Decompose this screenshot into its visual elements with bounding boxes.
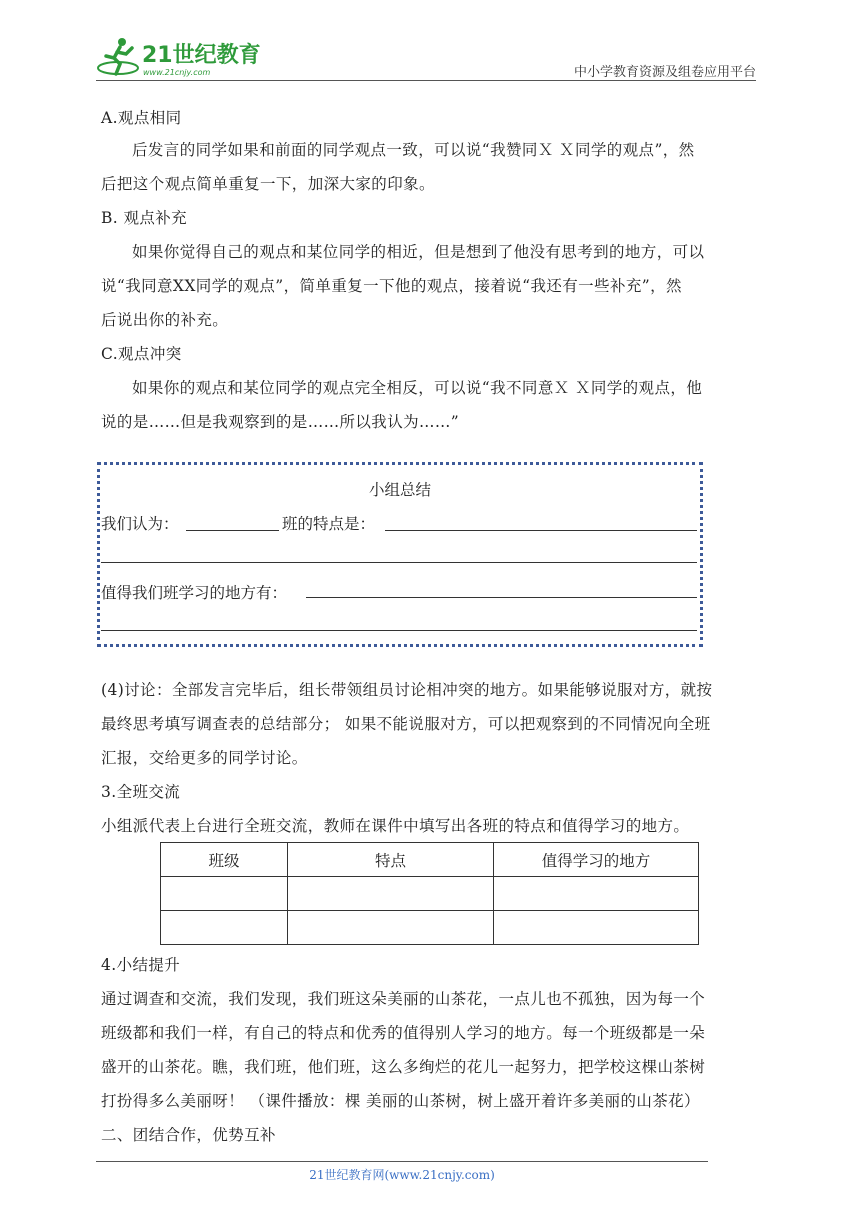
section-4-line1: 通过调查和交流，我们发现，我们班这朵美丽的山茶花，一点儿也不孤独，因为每一个 — [101, 990, 706, 1008]
section-two-title: 二、团结合作，优势互补 — [101, 1126, 276, 1144]
section-a-line2: 后把这个观点简单重复一下，加深大家的印象。 — [101, 175, 435, 193]
table-row — [161, 911, 699, 945]
table-cell — [288, 911, 494, 945]
table-header-learning: 值得学习的地方 — [494, 843, 699, 877]
class-feature-blank — [385, 530, 697, 531]
summary-blank-line-2 — [101, 562, 697, 563]
summary-line1-label: 我们认为： — [101, 515, 179, 533]
summary-blank-line-4 — [101, 630, 697, 631]
summary-line2-label: 值得我们班学习的地方有： — [101, 584, 288, 602]
table-cell — [161, 911, 288, 945]
discussion-line2: 最终思考填写调查表的总结部分； 如果不能说服对方，可以把观察到的不同情况向全班 — [101, 715, 711, 733]
section-4-title: 4.小结提升 — [101, 956, 181, 974]
table-row — [161, 877, 699, 911]
runner-logo-icon — [96, 34, 266, 80]
section-b-line2: 说“我同意XX同学的观点”，简单重复一下他的观点，接着说“我还有一些补充”，然 — [101, 277, 682, 295]
section-4-line4: 打扮得多么美丽呀！ （课件播放：棵 美丽的山茶树，树上盛开着许多美丽的山茶花） — [101, 1092, 700, 1110]
table-header-row — [161, 843, 699, 877]
site-logo — [96, 34, 266, 80]
section-3-title: 3.全班交流 — [101, 783, 181, 801]
class-comparison-table — [160, 842, 699, 945]
table-cell — [494, 877, 699, 911]
logo-url: www.21cnjy.com — [143, 68, 211, 77]
discussion-line3: 汇报，交给更多的同学讨论。 — [101, 749, 308, 767]
section-a-line1: 后发言的同学如果和前面的同学观点一致，可以说“我赞同Ｘ Ｘ同学的观点”，然 — [132, 141, 695, 159]
discussion-line1: (4)讨论：全部发言完毕后，组长带领组员讨论相冲突的地方。如果能够说服对方，就按 — [101, 681, 713, 699]
table-cell — [288, 877, 494, 911]
summary-title: 小组总结 — [368, 481, 431, 499]
table-cell — [161, 877, 288, 911]
section-4-line3: 盛开的山茶花。瞧，我们班，他们班，这么多绚烂的花儿一起努力，把学校这棵山茶树 — [101, 1058, 706, 1076]
section-a-title: A.观点相同 — [101, 109, 182, 127]
header-divider — [96, 80, 756, 81]
footer-divider — [96, 1161, 708, 1162]
section-4-line2: 班级都和我们一样，有自己的特点和优秀的值得别人学习的地方。每一个班级都是一朵 — [101, 1024, 706, 1042]
footer-link[interactable]: 21世纪教育网(www.21cnjy.com) — [309, 1168, 495, 1182]
learning-points-blank — [306, 597, 697, 598]
section-3-line1: 小组派代表上台进行全班交流，教师在课件中填写出各班的特点和值得学习的地方。 — [101, 817, 690, 835]
class-name-blank — [186, 530, 279, 531]
table-cell — [494, 911, 699, 945]
section-b-line3: 后说出你的补充。 — [101, 311, 229, 329]
summary-line1-label-2: 班的特点是： — [282, 515, 376, 533]
table-header-class: 班级 — [161, 843, 288, 877]
header-platform-text: 中小学教育资源及组卷应用平台 — [573, 65, 756, 80]
logo-text: 21世纪教育 — [142, 43, 261, 68]
table-header-feature: 特点 — [288, 843, 494, 877]
section-c-line2: 说的是……但是我观察到的是……所以我认为……” — [101, 413, 460, 431]
section-c-line1: 如果你的观点和某位同学的观点完全相反，可以说“我不同意Ｘ Ｘ同学的观点，他 — [132, 379, 703, 397]
section-b-line1: 如果你觉得自己的观点和某位同学的相近，但是想到了他没有思考到的地方，可以 — [132, 243, 705, 261]
section-b-title: B. 观点补充 — [101, 209, 188, 227]
section-c-title: C.观点冲突 — [101, 345, 182, 363]
